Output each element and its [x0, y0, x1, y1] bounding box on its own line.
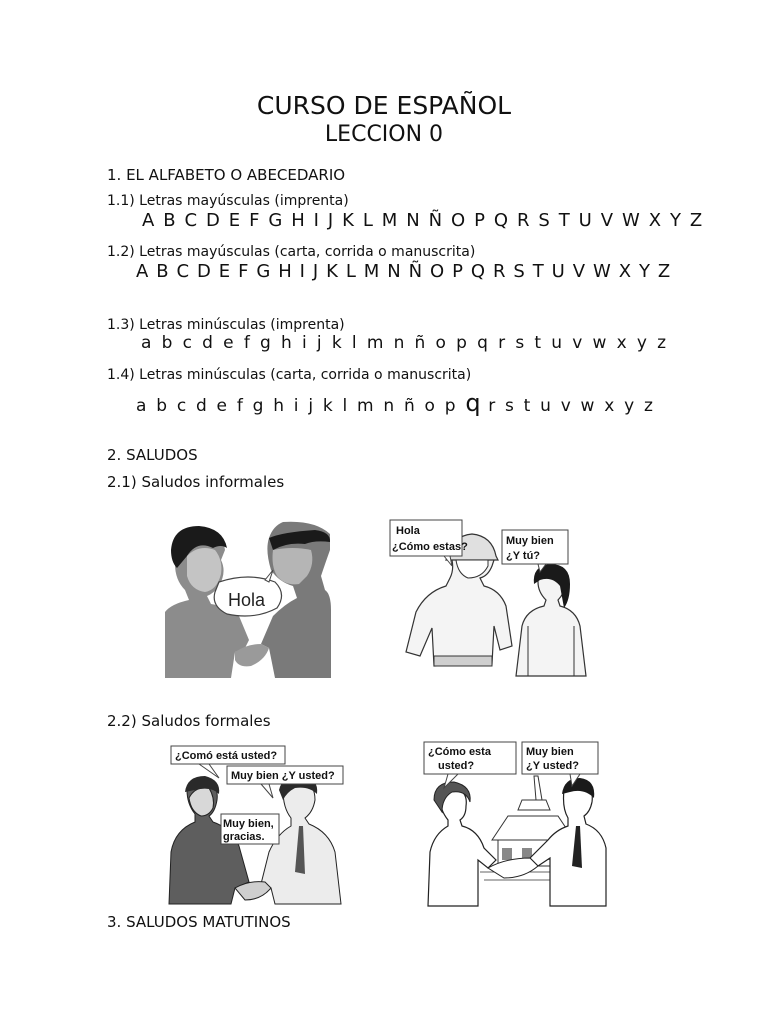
section-1-2-label: 1.2) Letras mayúsculas (carta, corrida o manuscrita) [107, 244, 476, 260]
formal-1-bubble-low-line-2: gracias. [223, 831, 265, 843]
formal-2-bubble-left-line-2: usted? [438, 760, 475, 772]
section-1-heading: 1. EL ALFABETO O ABECEDARIO [107, 166, 346, 184]
informal-greeting-handshake-illustration [165, 520, 331, 678]
lowercase-cursive-letters-part-a: a b c d e f g h i j k l m n ñ o p [136, 396, 458, 416]
section-2-heading: 2. SALUDOS [107, 446, 198, 464]
informal-2-bubble-left-line-1: Hola [396, 525, 420, 537]
lowercase-cursive-letters-part-b: r s t u v w x y z [488, 396, 656, 416]
uppercase-cursive-letters: A B C D E F G H I J K L M N Ñ O P Q R S T U V W X Y Z [136, 261, 672, 282]
section-1-3-label: 1.3) Letras minúsculas (imprenta) [107, 317, 345, 333]
informal-2-bubble-right-line-1: Muy bien [506, 535, 554, 547]
document-subtitle: LECCION 0 [324, 122, 444, 147]
section-1-1-label: 1.1) Letras mayúsculas (imprenta) [107, 193, 349, 209]
lowercase-print-letters: a b c d e f g h i j k l m n ñ o p q r s t u v w x y z [141, 333, 669, 353]
formal-greeting-businessmen-illustration [165, 742, 345, 906]
formal-2-bubble-right-line-1: Muy bien [526, 746, 574, 758]
formal-greeting-temple-illustration [422, 740, 608, 908]
formal-2-bubble-right-line-2: ¿Y usted? [526, 760, 579, 772]
uppercase-print-letters: A B C D E F G H I J K L M N Ñ O P Q R S T U V W X Y Z [142, 210, 704, 231]
informal-2-bubble-right-line-2: ¿Y tú? [506, 550, 541, 562]
section-3-heading: 3. SALUDOS MATUTINOS [107, 913, 291, 931]
document-title: CURSO DE ESPAÑOL [256, 91, 512, 120]
lowercase-cursive-q: q [465, 389, 481, 417]
informal-2-bubble-left-line-2: ¿Cómo estas? [392, 541, 468, 553]
informal-1-bubble-text: Hola [228, 590, 266, 610]
section-2-1-label: 2.1) Saludos informales [107, 473, 285, 491]
formal-2-bubble-left-line-1: ¿Cómo esta [428, 746, 491, 758]
formal-1-bubble-mid: Muy bien ¿Y usted? [231, 770, 335, 782]
formal-1-bubble-top: ¿Comó está usted? [175, 750, 278, 762]
informal-greeting-worker-woman-illustration [388, 516, 600, 680]
section-2-2-label: 2.2) Saludos formales [107, 712, 271, 730]
lowercase-cursive-letters [136, 389, 655, 417]
formal-1-bubble-low-line-1: Muy bien, [223, 818, 274, 830]
section-1-4-label: 1.4) Letras minúsculas (carta, corrida o manuscrita) [107, 367, 472, 383]
